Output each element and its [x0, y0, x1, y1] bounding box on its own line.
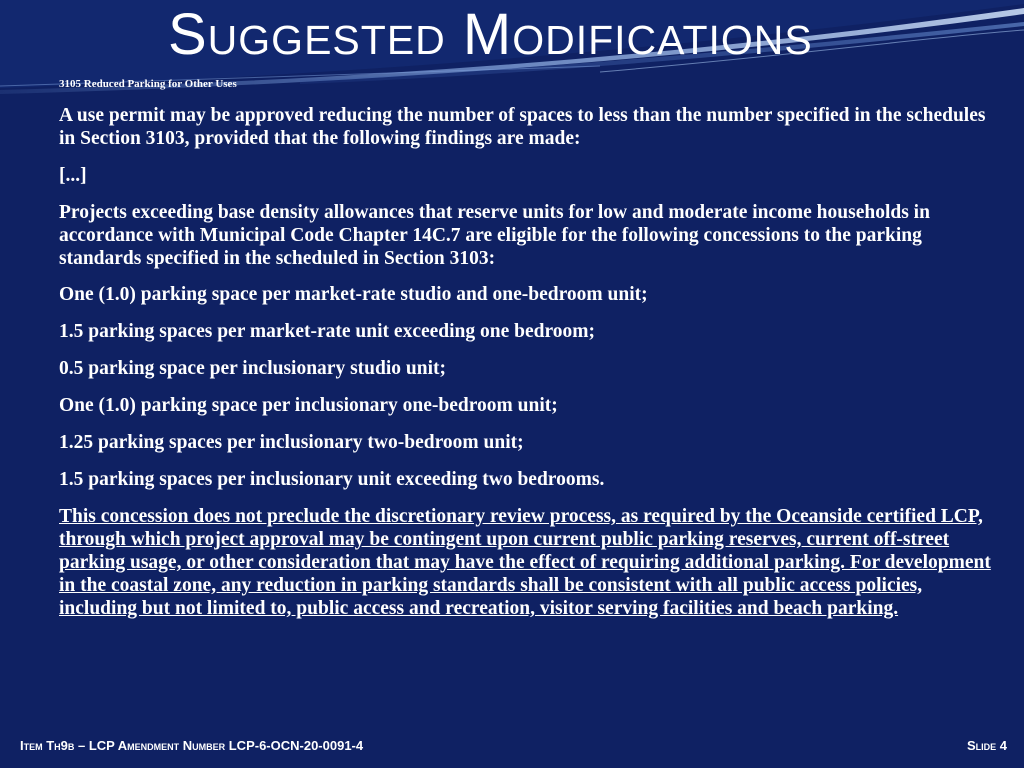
body-paragraph: Projects exceeding base density allowances that reserve units for low and moderate income households in accordance with Municipal Code Chapter 14C.7 are eligible for the following concessions to the parking standards specified in the scheduled in Section 3103: [59, 202, 930, 269]
body-paragraph: 1.5 parking spaces per inclusionary unit exceeding two bedrooms. [59, 469, 605, 490]
body-paragraph: 1.5 parking spaces per market-rate unit exceeding one bedroom; [59, 321, 596, 342]
slide-title: Suggested Modifications [168, 2, 813, 67]
underlined-concession-paragraph: This concession does not preclude the discretionary review process, as required by the Oceanside certified LCP, through which project approval may be contingent upon current public parking reserves, current off-street parking usage, or other consideration that may have the effect of requiring additional parking. For development in the coastal zone, any reduction in parking standards shall be consistent with all public access policies, including but not limited to, public access and recreation, visitor serving facilities and beach parking. [59, 506, 991, 619]
body-paragraph: 1.25 parking spaces per inclusionary two-bedroom unit; [59, 432, 524, 453]
footer-slide-number: Slide 4 [966, 738, 1007, 753]
slide-body [59, 104, 999, 634]
body-paragraph: [...] [59, 165, 87, 186]
body-paragraph: A use permit may be approved reducing the number of spaces to less than the number specified in the schedules in Section 3103, provided that the following findings are made: [59, 105, 986, 149]
body-paragraph: One (1.0) parking space per market-rate studio and one-bedroom unit; [59, 284, 648, 305]
body-paragraph: 0.5 parking space per inclusionary studio unit; [59, 358, 447, 379]
footer-item-label: Item Th9b – LCP Amendment Number LCP-6-OCN-20-0091-4 [20, 738, 364, 753]
body-paragraph: One (1.0) parking space per inclusionary one-bedroom unit; [59, 395, 558, 416]
section-subtitle: 3105 Reduced Parking for Other Uses [59, 78, 237, 90]
